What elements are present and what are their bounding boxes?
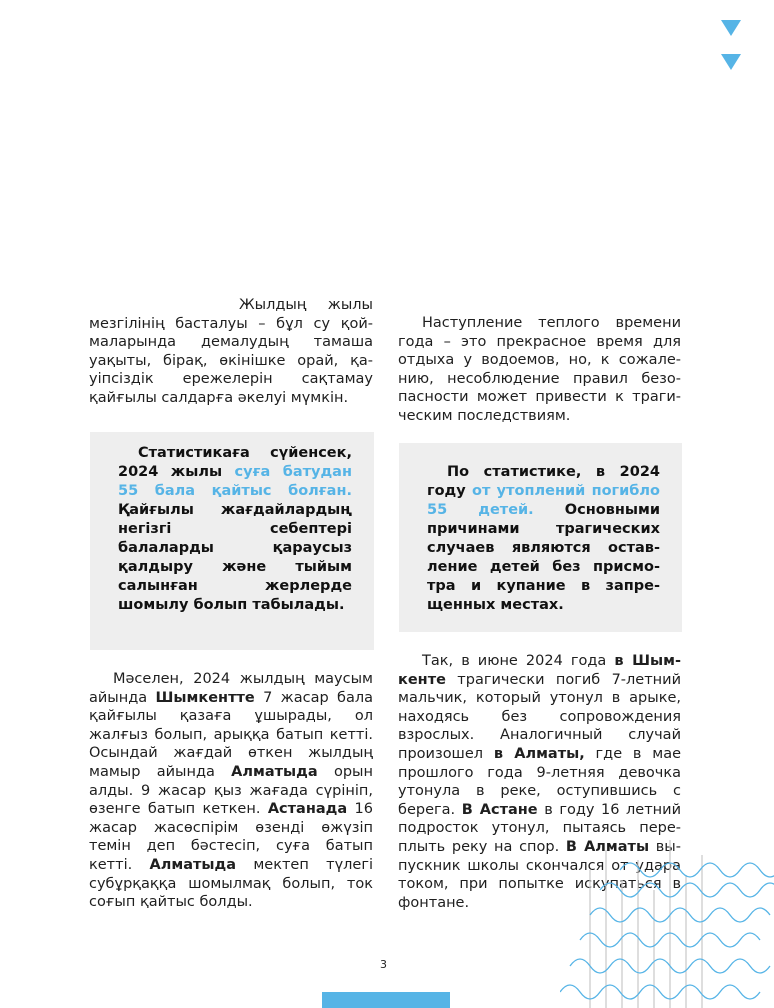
kazakh-stat-post: Қайғылы жағдайлардың негізгі себептері балаларды қараусыз қалдыру және тыйым салынған жерлерде шомылу болып табылады.: [118, 502, 352, 613]
kazakh-stat-box: [90, 432, 374, 650]
kazakh-body: [89, 670, 373, 912]
kz-b5: мектеп түлегі субұрқаққа шомылмақ болып, ток соғып қайтыс болды.: [89, 856, 373, 911]
kazakh-intro-text: Жылдың жылы мезгілінің басталуы – бұл су қоймаларында демалудың тамаша уақыты, бірақ, өкінішке орай, қауіпсіздік ережелерін сақтамау қайғылы салдарға әкелуі мүмкін.: [89, 297, 373, 406]
kz-b4-bold: Алматыда: [149, 856, 237, 873]
ru-b2-bold: в Алматы,: [493, 745, 585, 762]
kazakh-stat-accent: суға батудан 55 бала қайтыс болған.: [118, 464, 352, 499]
russian-stat-text: [427, 463, 660, 615]
ru-b1: Так, в июне 2024 года: [422, 653, 615, 669]
russian-stat-post: Основными причинами трагических случаев являются оставление детей без присмотра и купание в запрещенных местах.: [427, 502, 660, 613]
russian-stat-box: [399, 443, 682, 632]
ru-b3: где в мае прошлого года 9-летняя девочка утонула в реке, оступившись с берега.: [398, 745, 681, 818]
kazakh-stat-pre: Статистикаға сүйенсек, 2024 жылы: [118, 445, 352, 480]
russian-intro-text: Наступление теплого времени года – это прекрасное время для отдыха у водоемов, но, к сожалению, несоблюдение правил безопасности может привести к трагическим последствиям.: [398, 315, 681, 424]
russian-stat-accent: от утоплений погибло 55 детей.: [427, 483, 661, 518]
kz-b2: 7 жасар бала қайғылы қазаға ұшырады, ол жалғыз болып, арыққа батып кетті. Осындай жағдай өткен жылдың мамыр айында: [89, 689, 373, 780]
kazakh-stat-text: [118, 444, 352, 615]
ru-b4-bold: В Алматы: [565, 838, 650, 855]
kazakh-body-text: [89, 670, 373, 912]
kz-b3-bold: Астанада: [267, 801, 348, 818]
ru-b3-bold: В Астане: [461, 801, 538, 818]
wave-decoration: [560, 790, 774, 1008]
triangle-down-icon: [721, 20, 741, 36]
page-number: 3: [380, 958, 387, 971]
ru-b5: выпускник школы скончался от удара током, при попытке искупаться в фонтане.: [398, 838, 681, 911]
triangle-down-icon: [721, 54, 741, 70]
kz-b2-bold: Алматыда: [231, 763, 318, 780]
russian-stat-pre: По статистике, в 2024 году: [427, 464, 660, 499]
kz-b1-bold: Шымкентте: [155, 689, 255, 706]
ru-b4: в году 16 летний подросток утонул, пытаясь переплыть реку на спор.: [398, 801, 681, 855]
kz-b1: Мәселен, 2024 жылдың маусым айында: [89, 671, 373, 706]
bottom-accent-bar: [322, 992, 450, 1008]
russian-intro: [398, 314, 681, 426]
kz-b4: 16 жасар жасөспірім өзенді өжүзіп темін деп бәстесіп, суға батып кетті.: [89, 801, 373, 873]
ru-b1-bold: в Шымкенте: [398, 653, 681, 688]
kazakh-intro: [89, 296, 373, 408]
ru-b2: трагически погиб 7-летний мальчик, который утонул в арыке, находясь без сопровождения взрослых. Аналогичный случай произошел: [398, 671, 681, 762]
kz-b3: орын алды. 9 жасар қыз жағада сүрініп, өзенге батып кеткен.: [89, 763, 373, 818]
